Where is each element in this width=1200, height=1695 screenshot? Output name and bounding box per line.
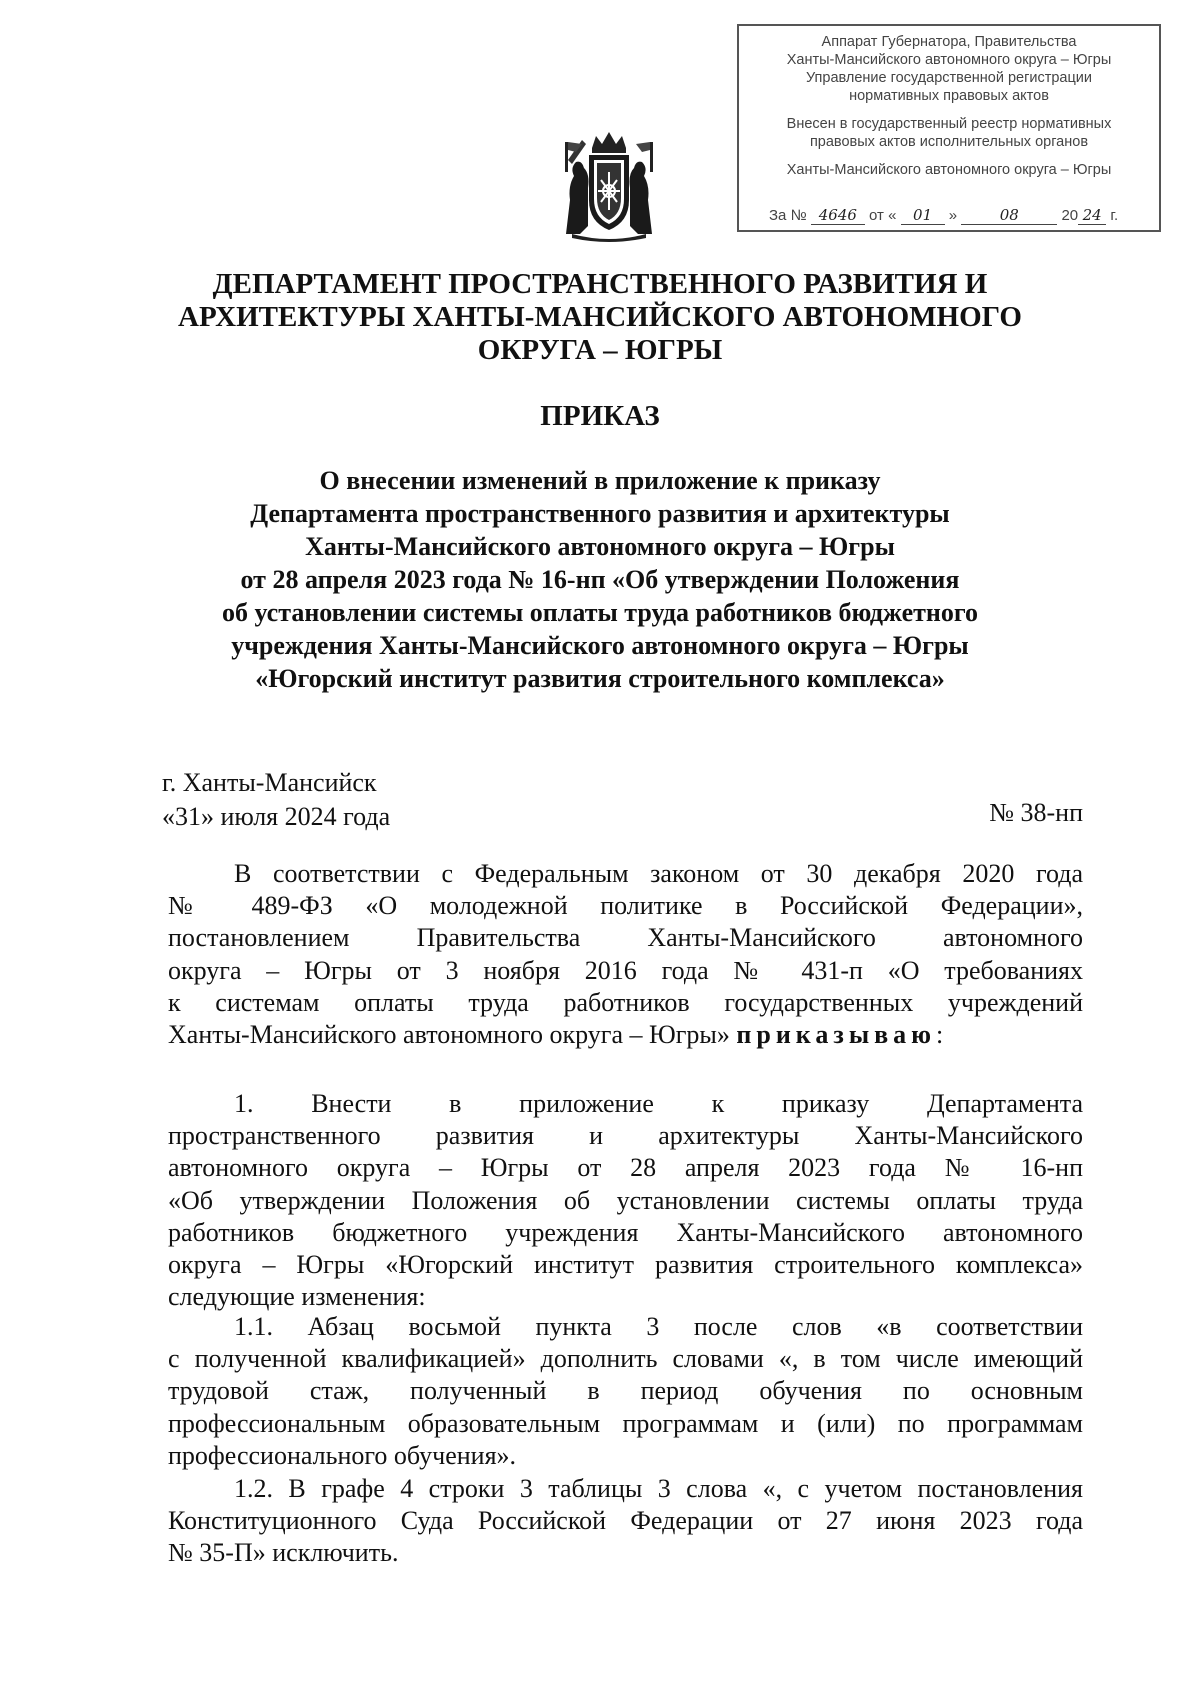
subject-line: Департамента пространственного развития и архитектуры (250, 499, 950, 528)
subject-line: «Югорский институт развития строительного комплекса» (255, 664, 945, 693)
stamp-line: нормативных правовых актов (849, 88, 1049, 104)
subject-line: О внесении изменений в приложение к приказу (319, 466, 881, 495)
stamp-reg-quote: » (948, 207, 958, 224)
document-type: ПРИКАЗ (540, 400, 660, 432)
item-1-paragraph (168, 1088, 1083, 1313)
paragraph-line: профессиональным образовательным программам и (или) по программам (168, 1408, 1083, 1438)
stamp-line: Ханты-Мансийского автономного округа – Югры (786, 52, 1112, 68)
department-title-line: АРХИТЕКТУРЫ ХАНТЫ-МАНСИЙСКОГО АВТОНОМНОГО (178, 301, 1022, 333)
coat-of-arms-icon (562, 130, 656, 242)
stamp-registration-row (769, 206, 1147, 225)
paragraph-line: 1.2. В графе 4 строки 3 таблицы 3 слова «, с учетом постановления (234, 1474, 1083, 1503)
paragraph-line: профессионального обучения». (168, 1440, 517, 1470)
paragraph-line: округа – Югры от 3 ноября 2016 года № 431-п «О требованиях (168, 955, 1083, 985)
subject-line: учреждения Ханты-Мансийского автономного округа – Югры (231, 631, 969, 660)
stamp-line: Управление государственной регистрации (805, 70, 1093, 86)
stamp-reg-from: от « (869, 207, 897, 224)
subject-line: от 28 апреля 2023 года № 16-нп «Об утверждении Положения (240, 565, 960, 594)
stamp-reg-year-prefix: 20 (1061, 207, 1079, 224)
subject-line: об установлении системы оплаты труда работников бюджетного (221, 598, 979, 627)
department-title-line: ОКРУГА – ЮГРЫ (477, 334, 723, 366)
preamble-last-text: Ханты-Мансийского автономного округа – Югры» (168, 1020, 730, 1050)
subject-line: Ханты-Мансийского автономного округа – Югры (305, 532, 895, 561)
paragraph-line (168, 1019, 1083, 1051)
department-title (120, 268, 1080, 367)
paragraph-line: с полученной квалификацией» дополнить словами «, в том числе имеющий (168, 1344, 1083, 1374)
stamp-reg-prefix: За № (769, 207, 807, 224)
department-title-line: ДЕПАРТАМЕНТ ПРОСТРАНСТВЕННОГО РАЗВИТИЯ И (212, 268, 988, 300)
paragraph-line: работников бюджетного учреждения Ханты-Мансийского автономного (168, 1217, 1083, 1247)
item-1-1-paragraph (168, 1311, 1083, 1472)
registration-stamp (737, 24, 1161, 232)
paragraph-line: 1.1. Абзац восьмой пункта 3 после слов «в соответствии (234, 1312, 1083, 1341)
paragraph-line: трудовой стаж, полученный в период обучения по основным (168, 1376, 1083, 1406)
preamble-colon: : (936, 1020, 944, 1050)
issue-date: «31» июля 2024 года (162, 802, 391, 831)
item-1-2-paragraph (168, 1473, 1083, 1570)
paragraph-line: В соответствии с Федеральным законом от 30 декабря 2020 года (234, 859, 1083, 888)
stamp-reg-g: г. (1110, 207, 1119, 224)
paragraph-line: к системам оплаты труда работников государственных учреждений (168, 987, 1083, 1017)
order-number: № 38-нп (989, 798, 1083, 827)
command-word: приказываю (736, 1020, 937, 1050)
stamp-line: Аппарат Губернатора, Правительства (821, 34, 1077, 50)
stamp-region: Ханты-Мансийского автономного округа – Югры (786, 162, 1112, 178)
place-of-issue: г. Ханты-Мансийск (162, 768, 377, 797)
stamp-line: Внесен в государственный реестр нормативных (786, 116, 1112, 132)
stamp-reg-day: 01 (901, 206, 945, 225)
paragraph-line: пространственного развития и архитектуры Ханты-Мансийского (168, 1121, 1083, 1151)
paragraph-line: № 489-ФЗ «О молодежной политике в Российской Федерации», (168, 891, 1083, 921)
stamp-reg-number: 4646 (811, 206, 865, 225)
stamp-reg-month: 08 (961, 206, 1057, 225)
paragraph-line: следующие изменения: (168, 1282, 426, 1312)
paragraph-line: постановлением Правительства Ханты-Мансийского автономного (168, 923, 1083, 953)
preamble-paragraph (168, 858, 1083, 1051)
stamp-reg-year: 24 (1078, 206, 1106, 225)
paragraph-line: 1. Внести в приложение к приказу Департамента (234, 1089, 1083, 1118)
stamp-line: правовых актов исполнительных органов (809, 134, 1089, 150)
order-subject (120, 464, 1080, 695)
paragraph-line: № 35-П» исключить. (168, 1538, 399, 1568)
paragraph-line: округа – Югры «Югорский институт развития строительного комплекса» (168, 1250, 1083, 1280)
paragraph-line: Конституционного Суда Российской Федерации от 27 июня 2023 года (168, 1506, 1083, 1536)
paragraph-line: автономного округа – Югры от 28 апреля 2023 года № 16-нп (168, 1153, 1083, 1183)
paragraph-line: «Об утверждении Положения об установлении системы оплаты труда (168, 1185, 1083, 1215)
